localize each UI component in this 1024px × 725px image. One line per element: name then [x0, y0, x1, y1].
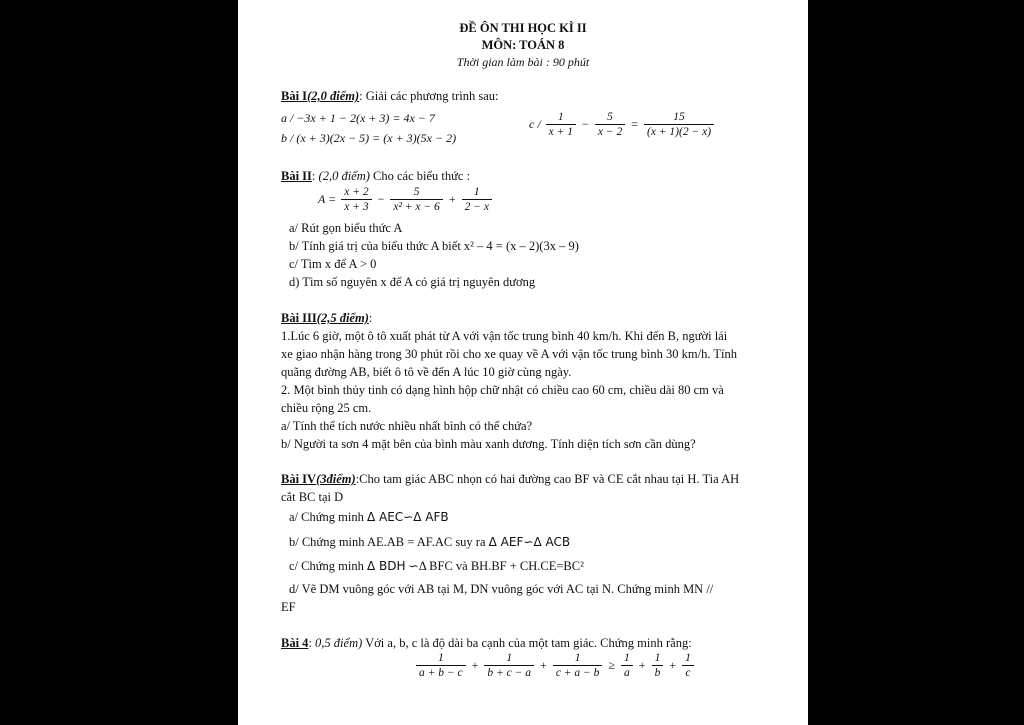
bai4-item-a: a/ Chứng minh Δ AEC∽Δ AFB: [289, 510, 449, 524]
bai3-title: Bài III: [281, 311, 317, 325]
similar-symbol: ∽: [523, 535, 534, 549]
bai2-prompt: Cho các biểu thức :: [373, 169, 471, 183]
triangle-acb: Δ ACB: [533, 535, 571, 549]
bai4-prompt-line2: cắt BC tại D: [281, 490, 344, 504]
bai1-eq-b: b / (x + 3)(2x − 5) = (x + 3)(5x − 2): [281, 131, 457, 145]
bai3-p2-item-b: b/ Người ta sơn 4 mặt bên của bình màu xanh dương. Tính diện tích sơn cần dùng?: [281, 437, 696, 451]
bai5-frac2: $\frac{1}{b + c - a}$: [484, 652, 534, 679]
bai5-prompt: Với a, b, c là độ dài ba cạnh của một tam giác. Chứng minh rằng:: [365, 636, 692, 650]
bai2-frac2: $\frac{5}{\text{x² + x − 6}}$: [390, 186, 442, 213]
bai5-inequality: $\frac{1}{a + b - c}$ + $\frac{1}{b + c - a}$ + $\frac{1}{c + a - b}$ ≥ $\frac{1}{a}$ + $\frac{1}{b}$ + $\frac{1}{c}$: [415, 652, 695, 679]
bai1-eq-c-frac3: $\frac{15}{(x + 1)(2 - x)}$: [644, 111, 714, 138]
bai1-points: (2,0 điểm): [307, 89, 360, 103]
bai5-frac1: $\frac{1}{a + b - c}$: [416, 652, 466, 679]
bai4-item-c: c/ Chứng minh Δ BDH ∽Δ BFC và BH.BF + CH.CE=BC²: [289, 559, 584, 573]
bai4-points: (3điểm): [316, 472, 356, 486]
bai2-points: (2,0 điểm): [318, 169, 370, 183]
bai2-item-a: a/ Rút gọn biểu thức A: [289, 221, 403, 235]
bai1-prompt: : Giải các phương trình sau:: [359, 89, 499, 103]
bai4-item-d-line2: EF: [281, 600, 296, 614]
bai4-heading: [281, 470, 739, 488]
bai2-title: Bài II: [281, 169, 312, 183]
bai1-heading: [281, 87, 499, 105]
bai4-prompt: :Cho tam giác ABC nhọn có hai đường cao BF và CE cắt nhau tại H. Tia AH: [355, 472, 740, 486]
bai1-eq-c-frac2: $\frac{5}{x - 2}$: [595, 111, 625, 138]
bai5-title: Bài 4: [281, 636, 309, 650]
bai5-frac3: $\frac{1}{c + a - b}$: [553, 652, 603, 679]
bai5-frac-b: $\frac{1}{b}$: [652, 652, 664, 679]
bai3-points: (2,5 điểm): [316, 311, 369, 325]
bai3-p1-line2: xe giao nhận hàng trong 30 phút rồi cho xe quay về A với vận tốc trung bình 30 km/h. Tính: [281, 347, 737, 361]
bai4-item-d-line1: d/ Vẽ DM vuông góc với AB tại M, DN vuông góc với AC tại N. Chứng minh MN //: [289, 582, 714, 596]
bai1-eq-c-label: c /: [529, 117, 541, 132]
bai1-eq-a: a / −3x + 1 − 2(x + 3) = 4x − 7: [281, 111, 435, 125]
exam-title: ĐỀ ÔN THI HỌC KÌ II: [459, 21, 587, 35]
bai3-p1-line3: quãng đường AB, biết ô tô về đến A lúc 10 giờ cùng ngày.: [281, 365, 572, 379]
bai5-frac-a: $\frac{1}{a}$: [621, 652, 633, 679]
bai3-p2-line1: 2. Một bình thủy tinh có dạng hình hộp chữ nhật có chiều cao 60 cm, chiều dài 80 cm và: [281, 383, 724, 397]
bai1-title: Bài I: [281, 89, 308, 103]
triangle-afb: Δ AFB: [413, 510, 449, 524]
bai5-points: 0,5 điểm): [315, 636, 363, 650]
bai5-heading: Bài 4: 0,5 điểm) Với a, b, c là độ dài ba cạnh của một tam giác. Chứng minh rằng:: [281, 636, 692, 650]
bai2-frac1: $\frac{x + 2}{x + 3}$: [341, 186, 371, 213]
triangle-aef: Δ AEF: [488, 535, 524, 549]
bai1-eq-c: c / $\frac{1}{x + 1}$ − $\frac{5}{x - 2}$ = $\frac{15}{(x + 1)(2 - x)}$: [529, 111, 715, 138]
bai2-expression: A = $\frac{x + 2}{x + 3}$ − $\frac{5}{\text{x² + x − 6}}$ + $\frac{1}{2 - x}$: [318, 186, 493, 213]
similar-symbol: ∽: [403, 510, 414, 524]
exam-subject: MÔN: TOÁN 8: [481, 38, 565, 52]
triangle-aec: Δ AEC: [366, 510, 404, 524]
bai2-heading: Bài II: (2,0 điểm) Cho các biểu thức :: [281, 169, 471, 183]
bai4-title: Bài IV: [281, 472, 317, 486]
bai1-eq-c-frac1: $\frac{1}{x + 1}$: [546, 111, 576, 138]
triangle-bfc-text: Δ BFC và BH.BF + CH.CE=BC²: [418, 559, 584, 573]
similar-symbol: ∽: [408, 559, 419, 573]
bai2-frac3: $\frac{1}{2 - x}$: [462, 186, 492, 213]
bai2-item-d: d) Tìm số nguyên x để A có giá trị nguyên dương: [289, 275, 536, 289]
bai3-p2-line2: chiều rộng 25 cm.: [281, 401, 372, 415]
bai5-frac-c: $\frac{1}{c}$: [682, 652, 694, 679]
document-page: [238, 0, 808, 725]
bai3-heading: Bài III(2,5 điểm):: [281, 311, 373, 325]
bai3-p1-line1: 1.Lúc 6 giờ, một ô tô xuất phát từ A với vận tốc trung bình 40 km/h. Khi đến B, người lái: [281, 329, 728, 343]
bai2-item-b: b/ Tính giá trị của biểu thức A biết x² – 4 = (x – 2)(3x – 9): [289, 239, 579, 253]
exam-time: Thời gian làm bài : 90 phút: [456, 55, 590, 69]
triangle-bdh: Δ BDH: [366, 559, 406, 573]
bai4-item-b: b/ Chứng minh AE.AB = AF.AC suy ra Δ AEF∽Δ ACB: [289, 535, 571, 549]
bai3-p2-item-a: a/ Tính thể tích nước nhiều nhất bình có thể chứa?: [281, 419, 533, 433]
bai2-item-c: c/ Tìm x để A > 0: [289, 257, 377, 271]
